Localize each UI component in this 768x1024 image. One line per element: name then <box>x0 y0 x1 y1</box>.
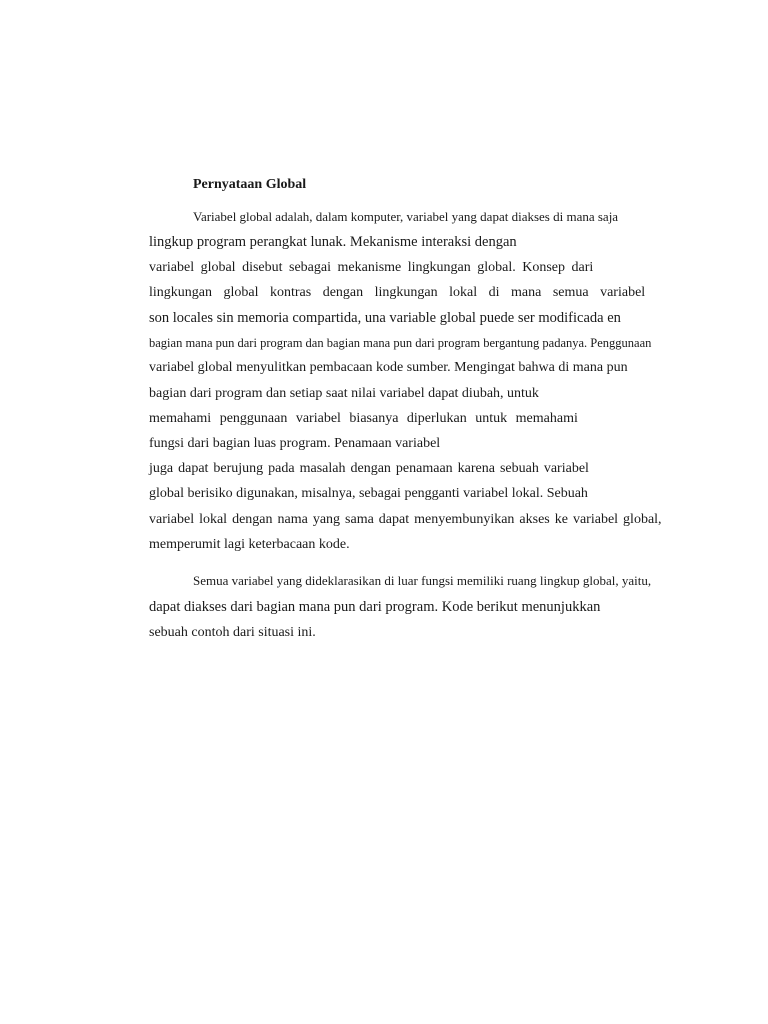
paragraph-2-line-3: sebuah contoh dari situasi ini. <box>149 625 316 640</box>
paragraph-1-line-5: son locales sin memoria compartida, una variable global puede ser modificada en <box>149 310 621 326</box>
paragraph-1-line-2: lingkup program perangkat lunak. Mekanisme interaksi dengan <box>149 234 517 250</box>
paragraph-1-line-9: memahami penggunaan variabel biasanya diperlukan untuk memahami <box>149 411 578 426</box>
paragraph-1-line-6: bagian mana pun dari program dan bagian mana pun dari program bergantung padanya. Penggunaan <box>149 336 652 350</box>
paragraph-2-line-2: dapat diakses dari bagian mana pun dari program. Kode berikut menunjukkan <box>149 599 601 615</box>
paragraph-1-line-8: bagian dari program dan setiap saat nilai variabel dapat diubah, untuk <box>149 386 539 401</box>
paragraph-2-line-1: Semua variabel yang dideklarasikan di luar fungsi memiliki ruang lingkup global, yaitu, <box>193 573 652 588</box>
paragraph-1-line-14: memperumit lagi keterbacaan kode. <box>149 537 350 552</box>
paragraph-1-line-13: variabel lokal dengan nama yang sama dapat menyembunyikan akses ke variabel global, <box>149 512 662 527</box>
paragraph-1-line-3: variabel global disebut sebagai mekanisme lingkungan global. Konsep dari <box>149 260 594 275</box>
section-heading: Pernyataan Global <box>193 177 307 192</box>
paragraph-1-line-11: juga dapat berujung pada masalah dengan penamaan karena sebuah variabel <box>149 461 589 476</box>
paragraph-1-line-1: Variabel global adalah, dalam komputer, variabel yang dapat diakses di mana saja <box>193 209 619 224</box>
paragraph-1-line-7: variabel global menyulitkan pembacaan kode sumber. Mengingat bahwa di mana pun <box>149 360 628 375</box>
paragraph-1-line-4: lingkungan global kontras dengan lingkungan lokal di mana semua variabel <box>149 285 646 300</box>
paragraph-1-line-10: fungsi dari bagian luas program. Penamaan variabel <box>149 436 441 451</box>
paragraph-1-line-12: global berisiko digunakan, misalnya, sebagai pengganti variabel lokal. Sebuah <box>149 486 588 501</box>
